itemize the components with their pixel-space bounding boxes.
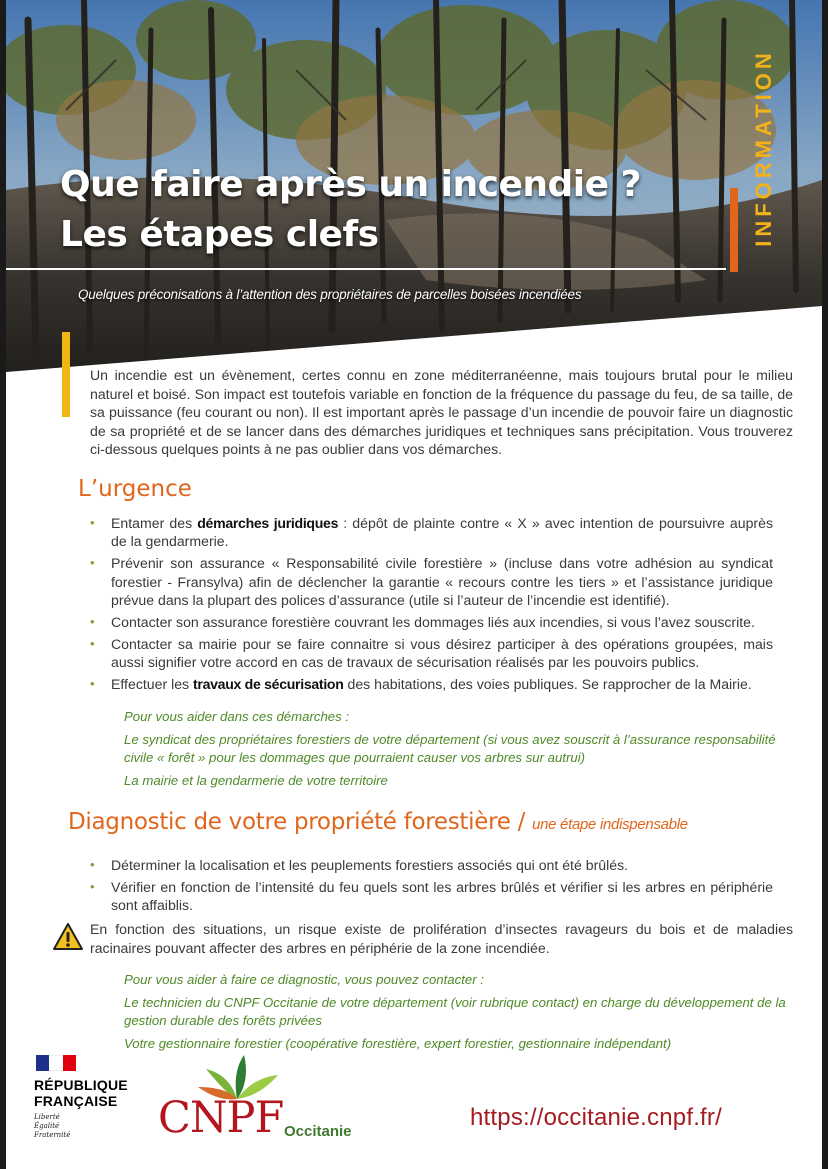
list-item: [90, 675, 773, 693]
section-subheading: une étape indispensable: [532, 816, 688, 833]
title-underline: [6, 268, 726, 270]
section-heading-diagnostic: [68, 809, 688, 835]
list-item-text: des habitations, des voies publiques. Se rapprocher de la Mairie.: [343, 676, 752, 693]
warning-text: En fonction des situations, un risque existe de prolifération d’insectes ravageurs du bois et de maladies racinaires pouvant affecter des arbres en périphérie de la zone incendiée.: [90, 921, 793, 956]
flyer-page: [6, 0, 822, 1169]
rf-motto-line: Liberté: [34, 1113, 60, 1121]
rf-motto-line: Fraternité: [34, 1131, 71, 1139]
urgence-help-box: [124, 708, 804, 795]
rf-motto: [34, 1113, 144, 1140]
website-link[interactable]: https://occitanie.cnpf.fr/: [470, 1104, 722, 1131]
cnpf-region: Occitanie: [284, 1123, 352, 1140]
title-line-1: Que faire après un incendie ?: [60, 164, 641, 205]
rf-name-line: FRANÇAISE: [34, 1093, 118, 1109]
help-line: Pour vous aider dans ces démarches :: [124, 709, 350, 724]
list-item-emphasis: travaux de sécurisation: [193, 676, 344, 693]
list-item-text: Contacter sa mairie pour se faire connaitre si vous désirez participer à des opérations groupées, mais aussi signifier votre accord en cas de travaux de sécurisation réalisés par les pouvoirs publics.: [111, 635, 773, 671]
information-accent-bar: [730, 188, 738, 272]
urgence-list: [90, 514, 773, 697]
cnpf-logo: [158, 1053, 378, 1143]
rf-motto-line: Égalité: [34, 1122, 60, 1130]
information-label: [746, 22, 782, 274]
section-heading-text: Diagnostic de votre propriété forestière /: [68, 809, 533, 835]
intro-accent-bar: [62, 332, 70, 417]
list-item: [90, 554, 773, 609]
help-line: La mairie et la gendarmerie de votre territoire: [124, 773, 388, 788]
section-heading-urgence: L’urgence: [78, 476, 192, 502]
rf-name-line: RÉPUBLIQUE: [34, 1077, 128, 1093]
rf-name: [34, 1077, 144, 1109]
diagnostic-help-box: [124, 971, 804, 1058]
list-item-text: Entamer des: [111, 515, 198, 531]
list-item-text: : dépôt de plainte contre « X » avec intention de poursuivre auprès de la gendarmerie.: [111, 515, 773, 550]
cnpf-wordmark: CNPF: [158, 1093, 284, 1143]
list-item: [90, 613, 773, 631]
title-line-2: Les étapes clefs: [60, 214, 379, 255]
intro-paragraph: Un incendie est un évènement, certes connu en zone méditerranéenne, mais toujours brutal pour le milieu naturel et boisé. Son impact est toutefois variable en fonction de la fréquence du passage du feu, de sa taille, de sa puissance (feu courant ou non). Il est important après le passage d’un incendie de pouvoir faire un diagnostic de sa propriété et de se lancer dans des démarches juridiques et techniques sans précipitation. Vous trouverez ci-dessous quelques points à ne pas oublier dans vos démarches.: [90, 367, 793, 457]
list-item: [90, 514, 773, 551]
list-item-text: Contacter son assurance forestière couvrant les dommages liés aux incendies, si vous l’avez souscrite.: [111, 614, 755, 631]
list-item: • Déterminer la localisation et les peuplements forestiers associés qui ont été brûlés.: [90, 856, 773, 874]
help-line: Votre gestionnaire forestier (coopérative forestière, expert forestier, gestionnaire indépendant): [124, 1036, 672, 1051]
diagnostic-list: [90, 856, 773, 918]
list-item-text: Prévenir son assurance « Responsabilité civile forestière » (incluse dans votre adhésion au syndicat forestier - Fransylva) afin de déclencher la garantie « recours contre les tiers » et l’assistance juridique prévue dans la plupart des polices d’assurance (utile si l’auteur de l’incendie est identifié).: [111, 555, 773, 609]
page-title: [60, 160, 641, 260]
list-item-emphasis: démarches juridiques: [197, 515, 339, 531]
hero-banner: [6, 0, 822, 380]
french-flag-icon: [36, 1055, 76, 1071]
page-subtitle: Quelques préconisations à l’attention des propriétaires de parcelles boisées incendiées: [78, 287, 582, 302]
warning-icon: [52, 922, 84, 952]
list-item-text: Effectuer les: [111, 676, 193, 693]
list-item: [90, 635, 773, 672]
republique-francaise-logo: [34, 1055, 144, 1140]
information-label-text: INFORMATION: [751, 49, 777, 247]
help-line: Pour vous aider à faire ce diagnostic, vous pouvez contacter :: [124, 972, 484, 987]
help-line: Le syndicat des propriétaires forestiers de votre département (si vous avez souscrit à l’assurance responsabilité civile « forêt » pour les dommages que pourraient causer vos arbres sur autrui): [124, 732, 776, 765]
list-item: • Vérifier en fonction de l’intensité du feu quels sont les arbres brûlés et vérifier si les arbres en périphérie sont affaiblis.: [90, 878, 773, 915]
help-line: Le technicien du CNPF Occitanie de votre département (voir rubrique contact) en charge du développement de la gestion durable des forêts privées: [124, 995, 786, 1028]
